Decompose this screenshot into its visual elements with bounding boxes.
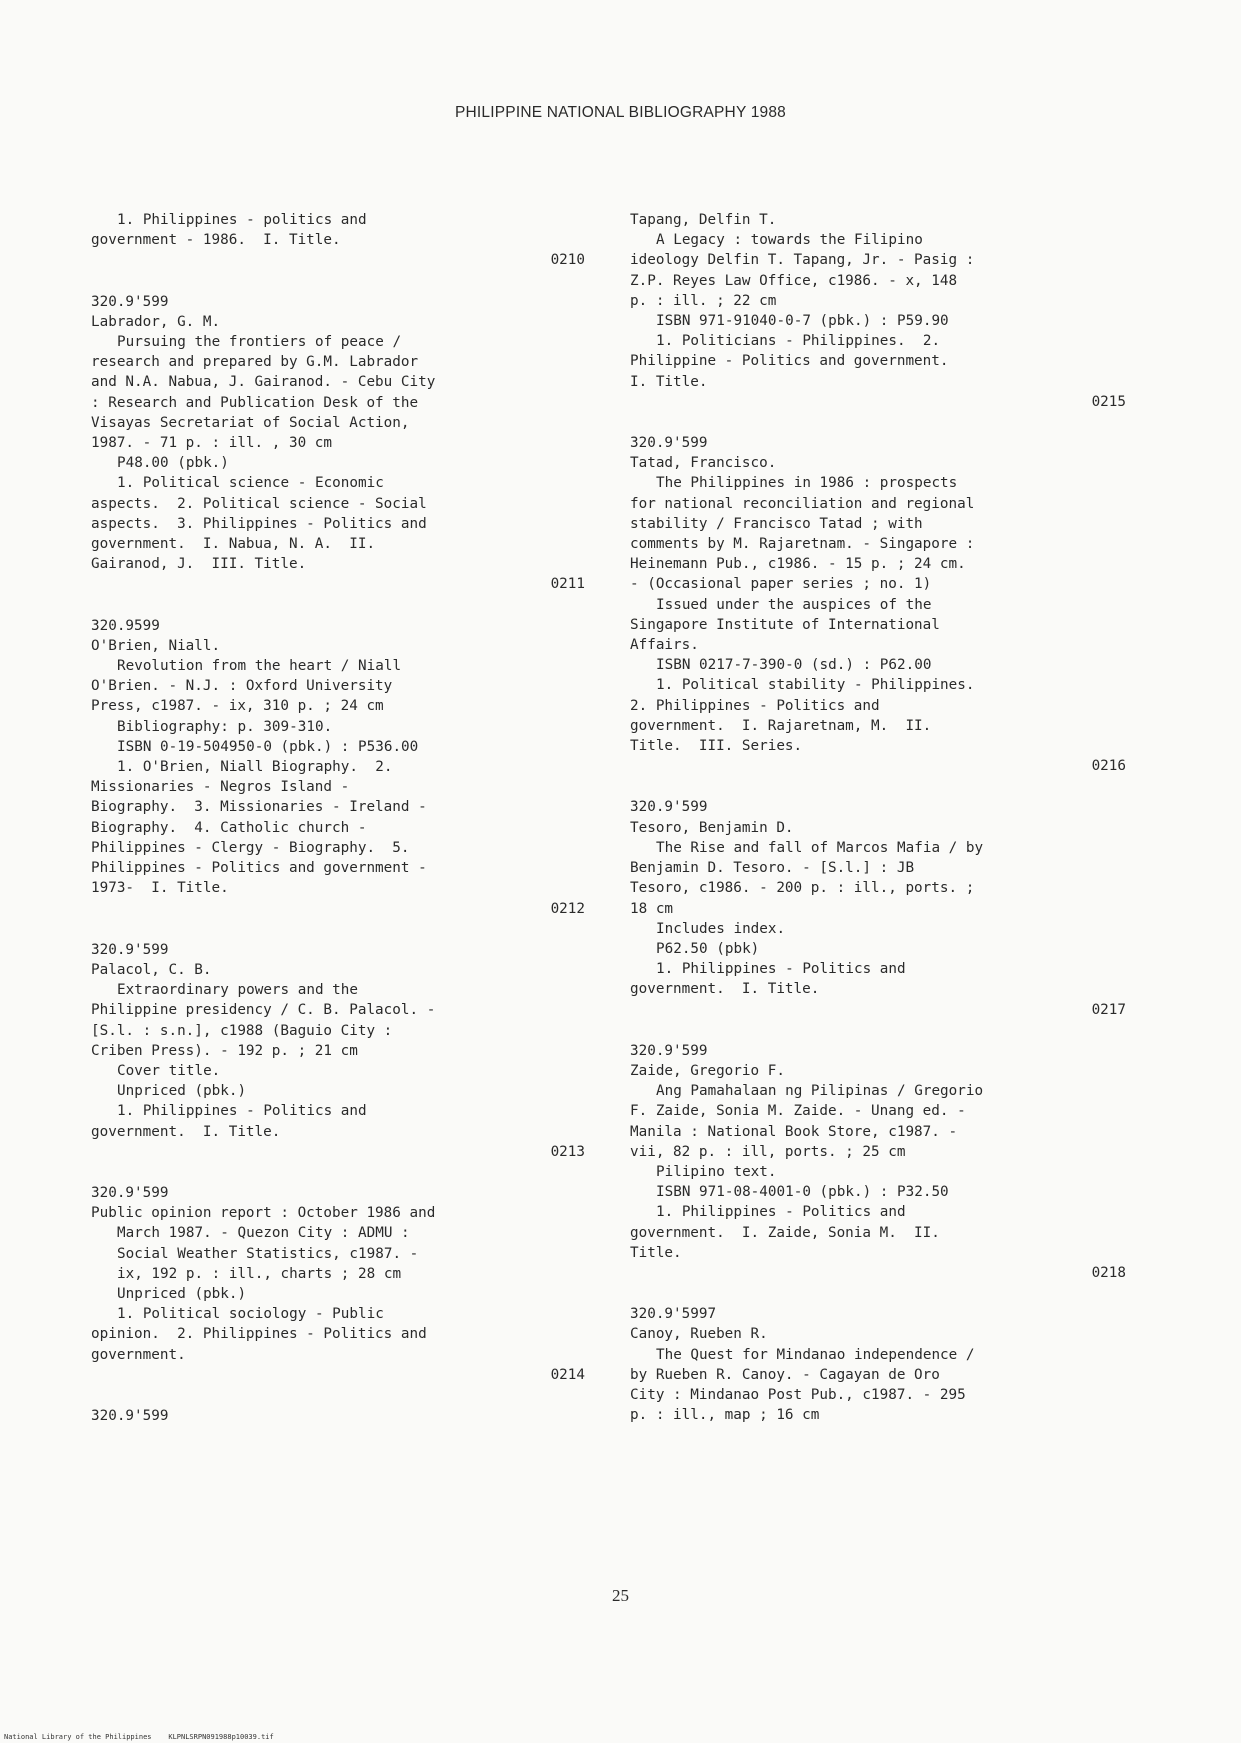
left-column xyxy=(91,210,585,1447)
entry-line: Philippines - Politics and government - xyxy=(91,860,427,877)
entry-line: and N.A. Nabua, J. Gairanod. - Cebu City xyxy=(91,374,436,391)
entry-number: 0210 xyxy=(550,252,585,269)
entry-line: ISBN 0217-7-390-0 (sd.) : P62.00 xyxy=(656,657,932,674)
entry-line: government. I. Nabua, N. A. II. xyxy=(91,536,376,553)
entry-line: : Research and Publication Desk of the xyxy=(91,394,419,411)
bibliography-entry xyxy=(630,1041,1126,1283)
entry-line: 2. Philippines - Politics and xyxy=(630,697,880,714)
entry-line: Issued under the auspices of the xyxy=(656,596,932,613)
entry-line: Biography. 4. Catholic church - xyxy=(91,819,367,836)
right-column xyxy=(630,210,1126,1446)
entry-line: P48.00 (pbk.) xyxy=(117,455,229,472)
entry-line: F. Zaide, Sonia M. Zaide. - Unang ed. - xyxy=(630,1103,966,1120)
entry-line: Manila : National Book Store, c1987. - xyxy=(630,1123,958,1140)
entry-line: March 1987. - Quezon City : ADMU : xyxy=(117,1225,410,1242)
entry-line: government. I. Zaide, Sonia M. II. xyxy=(630,1224,940,1241)
entry-line: ideology Delfin T. Tapang, Jr. - Pasig : xyxy=(630,252,975,269)
entry-line: government. I. Title. xyxy=(91,1123,281,1140)
classification-number: 320.9'599 xyxy=(91,1184,169,1201)
entry-line: The Philippines in 1986 : prospects xyxy=(656,475,958,492)
entry-line: Bibliography: p. 309-310. xyxy=(117,718,333,735)
entry-line: O'Brien, Niall. xyxy=(91,637,221,654)
entry-line: Affairs. xyxy=(630,637,699,654)
entry-line: ISBN 971-91040-0-7 (pbk.) : P59.90 xyxy=(656,313,949,330)
bibliography-entry xyxy=(91,292,585,595)
entry-line: opinion. 2. Philippines - Politics and xyxy=(91,1326,427,1343)
entry-line: 1. Political sociology - Public xyxy=(117,1306,384,1323)
entry-line: government - 1986. I. Title. xyxy=(91,232,341,249)
entry-line: The Rise and fall of Marcos Mafia / by xyxy=(656,839,984,856)
entry-line: ISBN 971-08-4001-0 (pbk.) : P32.50 xyxy=(656,1184,949,1201)
entry-line: Revolution from the heart / Niall xyxy=(117,658,402,675)
entry-line: government. xyxy=(91,1346,186,1363)
entry-line: Philippines - Clergy - Biography. 5. xyxy=(91,839,410,856)
classification-number: 320.9'599 xyxy=(91,941,169,958)
classification-number: 320.9'5997 xyxy=(630,1306,717,1323)
entry-line: aspects. 3. Philippines - Politics and xyxy=(91,515,427,532)
scan-footer: National Library of the Philippines KLPNLSRPN091988p10039.tif xyxy=(4,1733,274,1741)
classification-number: 320.9'599 xyxy=(630,799,708,816)
entry-line: O'Brien. - N.J. : Oxford University xyxy=(91,678,393,695)
bibliography-entry xyxy=(91,1183,585,1385)
entry-line: 1. Philippines - Politics and xyxy=(656,1204,906,1221)
classification-number: 320.9'599 xyxy=(630,435,708,452)
entry-line: government. I. Rajaretnam, M. II. xyxy=(630,717,932,734)
entry-line: Gairanod, J. III. Title. xyxy=(91,556,307,573)
entry-line: Criben Press). - 192 p. ; 21 cm xyxy=(91,1042,358,1059)
entry-line: Missionaries - Negros Island - xyxy=(91,779,350,796)
entry-line: p. : ill., map ; 16 cm xyxy=(630,1407,820,1424)
entry-line: by Rueben R. Canoy. - Cagayan de Oro xyxy=(630,1366,940,1383)
bibliography-entry xyxy=(630,797,1126,1019)
entry-line: Philippine - Politics and government. xyxy=(630,353,949,370)
entry-line: Title. xyxy=(630,1244,682,1261)
entry-number: 0213 xyxy=(550,1143,585,1160)
entry-line: P62.50 (pbk) xyxy=(656,940,760,957)
entry-line: Title. III. Series. xyxy=(630,738,803,755)
entry-line: p. : ill. ; 22 cm xyxy=(630,292,777,309)
entry-line: 1. Philippines - Politics and xyxy=(656,961,906,978)
entry-line: Philippine presidency / C. B. Palacol. - xyxy=(91,1002,436,1019)
entry-line: Tesoro, Benjamin D. xyxy=(630,819,794,836)
bibliography-entry xyxy=(91,210,585,271)
entry-line: Extraordinary powers and the xyxy=(117,982,359,999)
entry-line: Ang Pamahalaan ng Pilipinas / Gregorio xyxy=(656,1083,984,1100)
entry-line: A Legacy : towards the Filipino xyxy=(656,232,923,249)
entry-line: 1. Philippines - politics and xyxy=(117,212,367,228)
entry-line: ISBN 0-19-504950-0 (pbk.) : P536.00 xyxy=(117,738,419,755)
entry-line: 1. O'Brien, Niall Biography. 2. xyxy=(117,759,393,776)
page-header: PHILIPPINE NATIONAL BIBLIOGRAPHY 1988 xyxy=(454,104,786,121)
entry-line: vii, 82 p. : ill, ports. ; 25 cm xyxy=(630,1143,906,1160)
entry-line: - (Occasional paper series ; no. 1) xyxy=(630,576,932,593)
bibliography-entry xyxy=(91,616,585,919)
entry-line: Tapang, Delfin T. xyxy=(630,212,777,228)
classification-number: 320.9'599 xyxy=(91,293,169,310)
entry-line: Zaide, Gregorio F. xyxy=(630,1062,785,1079)
entry-line: The Quest for Mindanao independence / xyxy=(656,1346,975,1363)
entry-line: Social Weather Statistics, c1987. - xyxy=(117,1245,419,1262)
entry-line: Palacol, C. B. xyxy=(91,961,212,978)
entry-line: research and prepared by G.M. Labrador xyxy=(91,354,419,371)
classification-number: 320.9'599 xyxy=(630,1042,708,1059)
entry-line: Biography. 3. Missionaries - Ireland - xyxy=(91,799,427,816)
bibliography-entry xyxy=(630,210,1126,412)
entry-line: 1. Philippines - Politics and xyxy=(117,1103,367,1120)
entry-line: comments by M. Rajaretnam. - Singapore : xyxy=(630,536,975,553)
entry-line: Pursuing the frontiers of peace / xyxy=(117,334,402,351)
entry-line: 1. Politicians - Philippines. 2. xyxy=(656,333,941,350)
entry-line: government. I. Title. xyxy=(630,981,820,998)
bibliography-entry xyxy=(630,1304,1126,1425)
entry-line: Z.P. Reyes Law Office, c1986. - x, 148 xyxy=(630,272,958,289)
entry-number: 0218 xyxy=(1091,1264,1126,1281)
entry-line: Includes index. xyxy=(656,920,786,937)
entry-line: 1987. - 71 p. : ill. , 30 cm xyxy=(91,435,333,452)
entry-line: 18 cm xyxy=(630,900,674,917)
entry-line: [S.l. : s.n.], c1988 (Baguio City : xyxy=(91,1022,393,1039)
entry-line: I. Title. xyxy=(630,373,708,390)
bibliography-entry xyxy=(91,940,585,1162)
entry-line: City : Mindanao Post Pub., c1987. - 295 xyxy=(630,1386,966,1403)
entry-number: 0215 xyxy=(1091,393,1126,410)
entry-line: 1973- I. Title. xyxy=(91,880,229,897)
entry-line: Canoy, Rueben R. xyxy=(630,1326,768,1343)
entry-line: Heinemann Pub., c1986. - 15 p. ; 24 cm. xyxy=(630,556,966,573)
entry-line: Press, c1987. - ix, 310 p. ; 24 cm xyxy=(91,698,384,715)
entry-line: 1. Political science - Economic xyxy=(117,475,384,492)
entry-line: Cover title. xyxy=(117,1062,221,1079)
bibliography-entry xyxy=(91,1406,585,1426)
entry-line: Visayas Secretariat of Social Action, xyxy=(91,414,410,431)
entry-line: Pilipino text. xyxy=(656,1163,777,1180)
entry-line: Benjamin D. Tesoro. - [S.l.] : JB xyxy=(630,860,915,877)
entry-line: Unpriced (pbk.) xyxy=(117,1083,247,1100)
classification-number: 320.9'599 xyxy=(91,1407,169,1424)
entry-line: Singapore Institute of International xyxy=(630,616,940,633)
entry-line: for national reconciliation and regional xyxy=(630,495,975,512)
classification-number: 320.9599 xyxy=(91,617,160,634)
entry-number: 0211 xyxy=(550,576,585,593)
entry-line: Labrador, G. M. xyxy=(91,313,221,330)
entry-number: 0212 xyxy=(550,900,585,917)
entry-line: ix, 192 p. : ill., charts ; 28 cm xyxy=(117,1265,402,1282)
entry-line: Tatad, Francisco. xyxy=(630,455,777,472)
entry-line: 1. Political stability - Philippines. xyxy=(656,677,975,694)
bibliography-entry xyxy=(630,433,1126,776)
page-number: 25 xyxy=(612,1586,629,1605)
entry-number: 0217 xyxy=(1091,1001,1126,1018)
entry-line: Public opinion report : October 1986 and xyxy=(91,1205,436,1222)
entry-line: aspects. 2. Political science - Social xyxy=(91,495,427,512)
entry-line: Unpriced (pbk.) xyxy=(117,1285,247,1302)
entry-line: stability / Francisco Tatad ; with xyxy=(630,515,923,532)
entry-number: 0216 xyxy=(1091,758,1126,775)
entry-line: Tesoro, c1986. - 200 p. : ill., ports. ; xyxy=(630,880,975,897)
entry-number: 0214 xyxy=(550,1366,585,1383)
